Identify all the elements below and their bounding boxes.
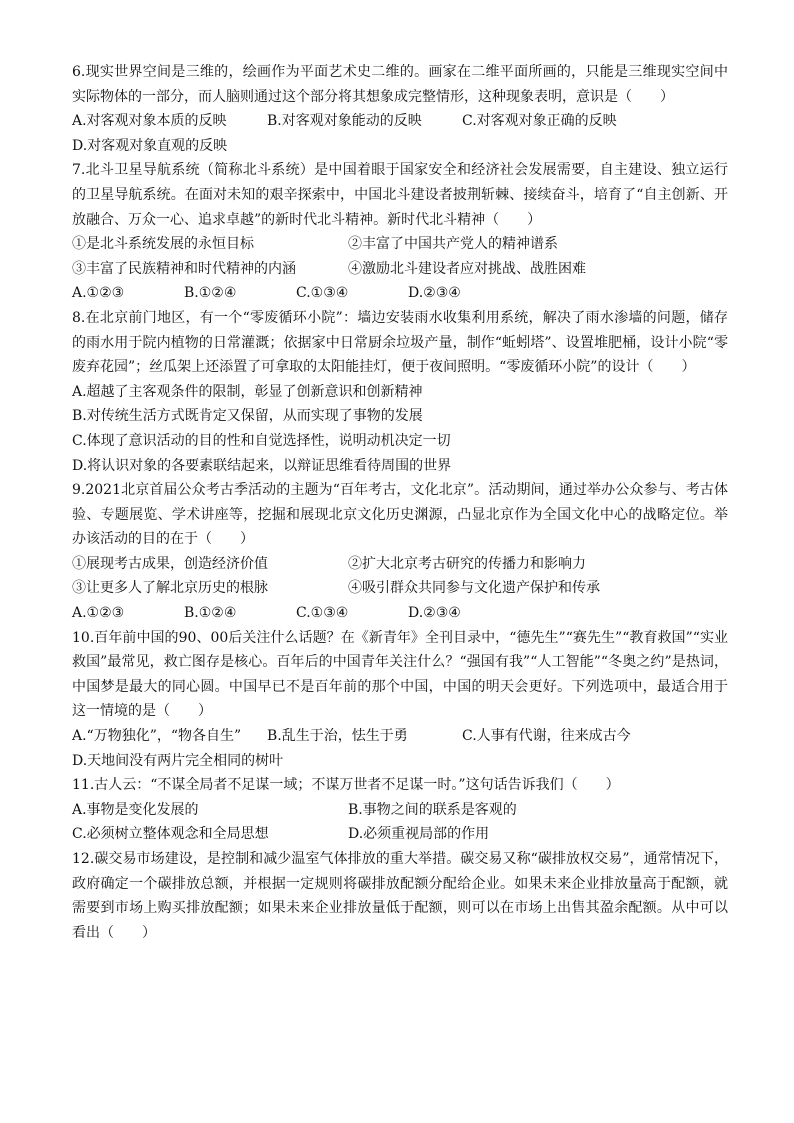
statements [72, 232, 728, 281]
option-c: C.①③④ [296, 285, 349, 302]
option-c: C.对客观对象正确的反映 [462, 113, 617, 130]
statement-2: ②丰富了中国共产党人的精神谱系 [348, 236, 558, 253]
options [72, 724, 728, 773]
question-8 [72, 306, 728, 478]
option-b: B.对传统生活方式既肯定又保留，从而实现了事物的发展 [72, 408, 423, 425]
option-c: C.体现了意识活动的目的性和自觉选择性，说明动机决定一切 [72, 432, 451, 449]
statement-1: ①是北斗系统发展的永恒目标 [72, 236, 254, 253]
statement-1: ①展现考古成果，创造经济价值 [72, 555, 268, 572]
question-stem: 10.百年前中国的90、00后关注什么话题？在《新青年》全刊目录中，“德先生”“赛先生”“教育救国”“实业救国”最常见，救亡图存是核心。百年后的中国青年关注什么？“强国有我”“人工智能”“冬奥之约”是热词，中国梦是最大的同心圆。中国早已不是百年前的那个中国，中国的明天会更好。下列选项中，最适合用于这一情境的是（ ） [72, 629, 728, 720]
question-7 [72, 158, 728, 306]
option-a: A.①②③ [72, 285, 125, 302]
option-a: A.①②③ [72, 605, 125, 622]
option-d: D.②③④ [408, 285, 461, 302]
question-stem: 8.在北京前门地区，有一个“零废循环小院”：墙边安装雨水收集利用系统，解决了雨水渗墙的问题，储存的雨水用于院内植物的日常灌溉；依据家中日常厨余垃圾产量，制作“蚯蚓塔”、设置堆肥桶，设计小院“零废弃花园”；丝瓜架上还添置了可拿取的太阳能挂灯，便于夜间照明。“零废循环小院”的设计（ ） [72, 309, 728, 376]
option-c: C.必须树立整体观念和全局思想 [72, 826, 269, 843]
options [72, 109, 728, 158]
statement-4: ④激励北斗建设者应对挑战、战胜困难 [348, 260, 586, 277]
statement-3: ③让更多人了解北京历史的根脉 [72, 580, 268, 597]
option-b: B.①②④ [184, 285, 237, 302]
option-c: C.人事有代谢，往来成古今 [462, 728, 631, 745]
question-11 [72, 773, 728, 847]
statement-2: ②扩大北京考古研究的传播力和影响力 [348, 555, 586, 572]
option-a: A.超越了主客观条件的限制，彰显了创新意识和创新精神 [72, 383, 423, 400]
question-12 [72, 847, 728, 945]
question-stem: 11.古人云：“不谋全局者不足谋一域；不谋万世者不足谋一时。”这句话告诉我们（ ） [72, 777, 620, 794]
options [72, 281, 728, 306]
question-stem: 12.碳交易市场建设，是控制和减少温室气体排放的重大举措。碳交易又称“碳排放权交易”，通常情况下，政府确定一个碳排放总额，并根据一定规则将碳排放配额分配给企业。如果未来企业排放量高于配额，就需要到市场上购买排放配额；如果未来企业排放量低于配额，则可以在市场上出售其盈余配额。从中可以看出（ ） [72, 851, 728, 941]
options [72, 601, 728, 626]
option-a: A.对客观对象本质的反映 [72, 113, 227, 130]
exam-page [72, 60, 728, 945]
option-b: B.乱生于治，怯生于勇 [267, 728, 408, 745]
option-d: D.必须重视局部的作用 [348, 826, 490, 843]
question-10 [72, 626, 728, 774]
question-9 [72, 478, 728, 626]
option-b: B.事物之间的联系是客观的 [348, 801, 517, 818]
question-6 [72, 60, 728, 158]
options [72, 798, 728, 847]
option-d: D.②③④ [408, 605, 461, 622]
option-a: A.事物是变化发展的 [72, 801, 199, 818]
option-c: C.①③④ [296, 605, 349, 622]
question-stem: 6.现实世界空间是三维的，绘画作为平面艺术史二维的。画家在二维平面所画的，只能是三维现实空间中实际物体的一部分，而人脑则通过这个部分将其想象成完整情形，这种现象表明，意识是（ ） [72, 64, 728, 105]
option-d: D.对客观对象直观的反映 [72, 137, 228, 154]
options [72, 380, 728, 478]
question-stem: 9.2021北京首届公众考古季活动的主题为“百年考古，文化北京”。活动期间，通过举办公众参与、考古体验、专题展览、学术讲座等，挖掘和展现北京文化历史渊源，凸显北京作为全国文化中心的战略定位。举办该活动的目的在于（ ） [72, 482, 728, 548]
statements [72, 552, 728, 601]
question-stem: 7.北斗卫星导航系统（简称北斗系统）是中国着眼于国家安全和经济社会发展需要，自主建设、独立运行的卫星导航系统。在面对未知的艰辛探索中，中国北斗建设者披荆斩棘、接续奋斗，培育了“自主创新、开放融合、万众一心、追求卓越”的新时代北斗精神。新时代北斗精神（ ） [72, 162, 728, 228]
option-d: D.将认识对象的各要素联结起来，以辩证思维看待周围的世界 [72, 457, 452, 474]
option-b: B.对客观对象能动的反映 [267, 113, 422, 130]
option-a: A.“万物独化”，“物各自生” [72, 728, 242, 745]
statement-4: ④吸引群众共同参与文化遗产保护和传承 [348, 580, 600, 597]
statement-3: ③丰富了民族精神和时代精神的内涵 [72, 260, 296, 277]
option-d: D.天地间没有两片完全相同的树叶 [72, 752, 284, 769]
option-b: B.①②④ [184, 605, 237, 622]
